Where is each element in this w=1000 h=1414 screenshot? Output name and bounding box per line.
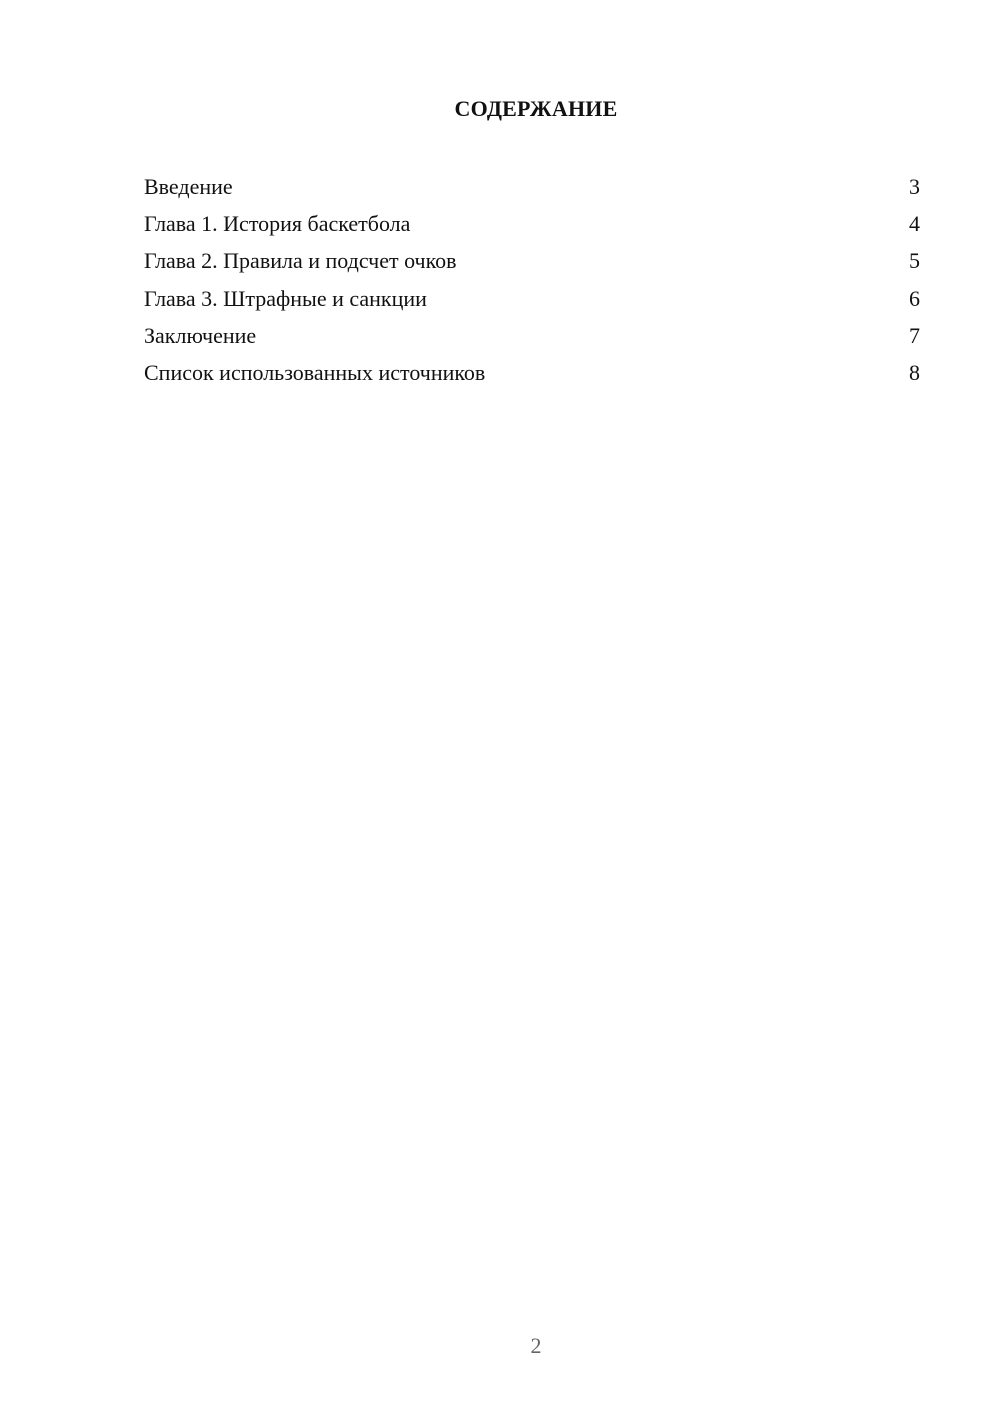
table-of-contents-title: СОДЕРЖАНИЕ <box>454 96 618 121</box>
toc-entry-page-number: 6 <box>909 285 920 311</box>
toc-entry-label: Глава 3. Штрафные и санкции <box>144 285 427 311</box>
toc-entry-label: Глава 1. История баскетбола <box>144 211 411 237</box>
toc-entry-label: Введение <box>144 174 233 199</box>
toc-entry-page-number: 8 <box>909 359 920 385</box>
table-of-contents <box>144 168 920 391</box>
toc-entry-label: Список использованных источников <box>144 359 486 385</box>
page-number: 2 <box>530 1333 542 1358</box>
toc-entry-page-number: 4 <box>909 211 920 237</box>
toc-entry-chapter-2 <box>144 242 920 279</box>
toc-entry-chapter-1 <box>144 205 920 242</box>
toc-entry-label: Заключение <box>144 322 257 348</box>
toc-entry-page-number: 7 <box>909 322 920 348</box>
toc-entry-page-number: 3 <box>909 174 920 199</box>
toc-entry-label: Глава 2. Правила и подсчет очков <box>144 248 457 274</box>
toc-entry-conclusion <box>144 317 920 354</box>
toc-entry-page-number: 5 <box>909 248 920 274</box>
toc-entry-references <box>144 354 920 391</box>
toc-entry-introduction <box>144 168 920 205</box>
toc-entry-chapter-3 <box>144 280 920 317</box>
